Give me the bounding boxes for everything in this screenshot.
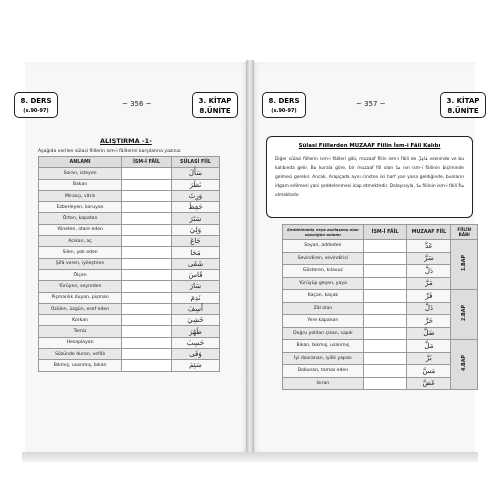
ism-i-fail-answer-cell[interactable] bbox=[122, 326, 172, 337]
table-row bbox=[39, 292, 220, 303]
meaning-cell: Pişmanlık duyan, pişman bbox=[39, 292, 122, 303]
ism-i-fail-answer-cell[interactable] bbox=[122, 213, 172, 224]
meaning-cell: Sözünde duran, vefâlı bbox=[39, 349, 122, 360]
ism-i-fail-answer-cell[interactable] bbox=[363, 290, 407, 303]
sulasi-fiil-cell: وَلِيَ bbox=[171, 224, 219, 235]
right-kitap-label: 3. KİTAP bbox=[446, 97, 480, 105]
meaning-cell: Soran, isteyen bbox=[39, 168, 122, 179]
table-row bbox=[39, 236, 220, 247]
table-row bbox=[283, 265, 478, 278]
header-meaning: ANLAMI bbox=[39, 157, 122, 168]
header-sulasi-fiil: SÜLASİ FİİL bbox=[171, 157, 219, 168]
meaning-cell: Doğru yoldan çıkan, sapık bbox=[283, 327, 364, 340]
sulasi-fiil-cell: نَدِمَ bbox=[171, 292, 219, 303]
ism-i-fail-answer-cell[interactable] bbox=[363, 352, 407, 365]
sulasi-fiil-cell: وَرِثَ bbox=[171, 190, 219, 201]
sulasi-fiil-cell: طَهُرَ bbox=[171, 326, 219, 337]
sulasi-fiil-cell: قَاسَ bbox=[171, 269, 219, 280]
left-ders-box bbox=[14, 92, 58, 118]
ism-i-fail-answer-cell[interactable] bbox=[122, 337, 172, 348]
left-ders-label: 8. DERS bbox=[20, 97, 52, 105]
meaning-cell: Şifâ veren, iyileştiren bbox=[39, 258, 122, 269]
meaning-cell: Bıkmış, usanmış, bıkan bbox=[39, 360, 122, 371]
sulasi-fiil-cell: خَشِيَ bbox=[171, 315, 219, 326]
table-row bbox=[39, 224, 220, 235]
table-row bbox=[283, 377, 478, 390]
meaning-cell: Acıkan, aç bbox=[39, 236, 122, 247]
table-row bbox=[39, 247, 220, 258]
sulasi-fiil-cell: شَفَى bbox=[171, 258, 219, 269]
right-ders-label: 8. DERS bbox=[268, 97, 300, 105]
table-row bbox=[39, 315, 220, 326]
ism-i-fail-answer-cell[interactable] bbox=[122, 315, 172, 326]
table-row bbox=[283, 365, 478, 378]
ism-i-fail-answer-cell[interactable] bbox=[122, 269, 172, 280]
table-row bbox=[39, 337, 220, 348]
muzaaf-fiil-cell: مَلَّ bbox=[407, 340, 451, 353]
right-page-number: ~ 357 ~ bbox=[356, 100, 386, 108]
bab-label: 4.BAP bbox=[461, 355, 467, 372]
sulasi-fiil-cell: مَحَا bbox=[171, 247, 219, 258]
meaning-cell: Yürüyüp geçen, yaya bbox=[283, 277, 364, 290]
table-row bbox=[39, 168, 220, 179]
muzaaf-fiil-cell: بَرَّ bbox=[407, 352, 451, 365]
page-edges bbox=[22, 452, 478, 462]
muzaaf-fiil-cell: ضَلَّ bbox=[407, 327, 451, 340]
ism-i-fail-answer-cell[interactable] bbox=[363, 365, 407, 378]
sulasi-fiil-cell: جَاعَ bbox=[171, 236, 219, 247]
meaning-cell: Isıran bbox=[283, 377, 364, 390]
ism-i-fail-answer-cell[interactable] bbox=[122, 349, 172, 360]
header-fiil-babi: FİİLİN BÂBI bbox=[451, 225, 478, 240]
table-row bbox=[283, 302, 478, 315]
meaning-cell: Yöneten, idare eden bbox=[39, 224, 122, 235]
ism-i-fail-answer-cell[interactable] bbox=[363, 240, 407, 253]
ism-i-fail-answer-cell[interactable] bbox=[122, 224, 172, 235]
rule-info-box bbox=[266, 136, 473, 218]
meaning-cell: Örten, kapatan bbox=[39, 213, 122, 224]
meaning-cell: Korkan bbox=[39, 315, 122, 326]
book-spine bbox=[246, 60, 254, 460]
muzaaf-fiil-cell: مَرَّ bbox=[407, 277, 451, 290]
table-row bbox=[39, 326, 220, 337]
bab-cell bbox=[451, 240, 478, 290]
meaning-cell: Sayan, addeden bbox=[283, 240, 364, 253]
sulasi-fiil-cell: سَارَ bbox=[171, 281, 219, 292]
table-row bbox=[39, 269, 220, 280]
ism-i-fail-answer-cell[interactable] bbox=[122, 247, 172, 258]
left-unite-label: 8.ÜNİTE bbox=[199, 107, 231, 115]
ism-i-fail-answer-cell[interactable] bbox=[122, 303, 172, 314]
left-kitap-box bbox=[192, 92, 238, 118]
meaning-cell: Mirasçı, vâris bbox=[39, 190, 122, 201]
sulasi-fiil-cell: نَظَرَ bbox=[171, 179, 219, 190]
meaning-cell: Sevindiren, sevindirici bbox=[283, 252, 364, 265]
table-row bbox=[283, 240, 478, 253]
rule-text: Diğer sülasi fiillerin ism-i fâilleri gibi, muzaaf fiilin ism-i fâili de فَاعِلٌ vezninde ve bu kalıbında gelir. Bu kurala göre, bir muzaaf fiil olan مَدَّ nın ism-i fâilinin biçiminde gelmesi gerekir. Ancak, Arapçada aynı cinsten iki harf yan yana geldiğinde, bunların idgam edilmesi yani şeddelenmesi icap etmektedir. Dolayısıyla, مَدَّ fiilinin ism-i fâili مَادٌّ olmaktadır. bbox=[275, 157, 464, 198]
meaning-cell: Zâl olan bbox=[283, 302, 364, 315]
right-ders-box bbox=[262, 92, 306, 118]
meaning-cell: Dokunan, temas eden bbox=[283, 365, 364, 378]
ism-i-fail-answer-cell[interactable] bbox=[363, 302, 407, 315]
sulasi-fiil-cell: سَئِمَ bbox=[171, 360, 219, 371]
ism-i-fail-answer-cell[interactable] bbox=[122, 190, 172, 201]
ism-i-fail-answer-cell[interactable] bbox=[363, 265, 407, 278]
ism-i-fail-answer-cell[interactable] bbox=[363, 340, 407, 353]
muzaaf-fiil-cell: عَضَّ bbox=[407, 377, 451, 390]
table-row bbox=[283, 315, 478, 328]
header-meaning: Şeddelenmiş veya asıllaşmış olan sözcüğün anlamı bbox=[283, 225, 364, 240]
table-row bbox=[283, 277, 478, 290]
table-row bbox=[283, 327, 478, 340]
table-header-row bbox=[39, 157, 220, 168]
sulasi-fiil-cell: أَسِفَ bbox=[171, 303, 219, 314]
muzaaf-fiil-cell: مَسَّ bbox=[407, 365, 451, 378]
ism-i-fail-answer-cell[interactable] bbox=[122, 236, 172, 247]
bab-cell bbox=[451, 290, 478, 340]
table-row bbox=[39, 190, 220, 201]
exercise-instruction: Aşağıda verilen sülasi fiillerin ism-i fâillerini karşılarına yazınız. bbox=[38, 149, 182, 154]
rule-title: Sülasi Fiillerden MUZAAF Fiilin İsm-i Fâil Kalıbı bbox=[298, 143, 441, 149]
meaning-cell: Hesaplayan bbox=[39, 337, 122, 348]
meaning-cell: Yürüyen, seyreden bbox=[39, 281, 122, 292]
meaning-cell: Ölçen bbox=[39, 269, 122, 280]
sulasi-fiil-cell: وَفَى bbox=[171, 349, 219, 360]
meaning-cell: İyi davranan, iyilik yapan bbox=[283, 352, 364, 365]
ism-i-fail-answer-cell[interactable] bbox=[122, 258, 172, 269]
bab-label: 2.BAP bbox=[461, 305, 467, 322]
sulasi-fiil-cell: حَفِظَ bbox=[171, 202, 219, 213]
ism-i-fail-answer-cell[interactable] bbox=[122, 202, 172, 213]
header-ism-i-fail: İSM-İ FÂİL bbox=[363, 225, 407, 240]
table-header-row bbox=[283, 225, 478, 240]
table-row bbox=[39, 303, 220, 314]
ism-i-fail-answer-cell[interactable] bbox=[122, 281, 172, 292]
meaning-cell: Bakan bbox=[39, 179, 122, 190]
table-row bbox=[283, 252, 478, 265]
meaning-cell: Silen, yok eden bbox=[39, 247, 122, 258]
ism-i-fail-answer-cell[interactable] bbox=[122, 292, 172, 303]
table-row bbox=[283, 340, 478, 353]
table-row bbox=[39, 349, 220, 360]
left-page-number: ~ 356 ~ bbox=[122, 100, 152, 108]
meaning-cell: Ezberleyen, koruyan bbox=[39, 202, 122, 213]
table-row bbox=[39, 213, 220, 224]
meaning-cell: Üzülen, üzgün, esef eden bbox=[39, 303, 122, 314]
exercise-title: ALIŞTIRMA -1- bbox=[100, 137, 152, 145]
table-row bbox=[283, 352, 478, 365]
meaning-cell: Temiz bbox=[39, 326, 122, 337]
right-ders-range: (s.90-97) bbox=[271, 108, 297, 114]
ism-i-fail-answer-cell[interactable] bbox=[363, 277, 407, 290]
exercise-table bbox=[38, 156, 220, 372]
ism-i-fail-answer-cell[interactable] bbox=[122, 179, 172, 190]
bab-cell bbox=[451, 340, 478, 390]
sulasi-fiil-cell: سَتَرَ bbox=[171, 213, 219, 224]
meaning-cell: Yere kapanan bbox=[283, 315, 364, 328]
right-kitap-box bbox=[440, 92, 486, 118]
ism-i-fail-answer-cell[interactable] bbox=[363, 327, 407, 340]
muzaaf-fiil-cell: خَرَّ bbox=[407, 315, 451, 328]
left-ders-range: (s.90-97) bbox=[23, 108, 49, 114]
sulasi-fiil-cell: حَسِبَ bbox=[171, 337, 219, 348]
muzaaf-fiil-cell: فَرَّ bbox=[407, 290, 451, 303]
sulasi-fiil-cell: سَأَلَ bbox=[171, 168, 219, 179]
table-row bbox=[39, 179, 220, 190]
muzaaf-table bbox=[282, 224, 478, 390]
header-muzaaf-fiil: MUZAAF FİİL bbox=[407, 225, 451, 240]
ism-i-fail-answer-cell[interactable] bbox=[122, 168, 172, 179]
header-ism-i-fail: İSM-İ FÂİL bbox=[122, 157, 172, 168]
ism-i-fail-answer-cell[interactable] bbox=[363, 315, 407, 328]
ism-i-fail-answer-cell[interactable] bbox=[122, 360, 172, 371]
table-row bbox=[283, 290, 478, 303]
muzaaf-fiil-cell: ذَلَّ bbox=[407, 302, 451, 315]
meaning-cell: Kaçan, kaçak bbox=[283, 290, 364, 303]
ism-i-fail-answer-cell[interactable] bbox=[363, 377, 407, 390]
muzaaf-fiil-cell: عَدَّ bbox=[407, 240, 451, 253]
ism-i-fail-answer-cell[interactable] bbox=[363, 252, 407, 265]
meaning-cell: Bıkan, bıkmış, usanmış bbox=[283, 340, 364, 353]
meaning-cell: Gösteren, kılavuz bbox=[283, 265, 364, 278]
bab-label: 1.BAP bbox=[461, 255, 467, 272]
table-row bbox=[39, 258, 220, 269]
muzaaf-fiil-cell: سَرَّ bbox=[407, 252, 451, 265]
table-row bbox=[39, 360, 220, 371]
table-row bbox=[39, 281, 220, 292]
left-kitap-label: 3. KİTAP bbox=[198, 97, 232, 105]
muzaaf-fiil-cell: دَلَّ bbox=[407, 265, 451, 278]
right-unite-label: 8.ÜNİTE bbox=[447, 107, 479, 115]
table-row bbox=[39, 202, 220, 213]
